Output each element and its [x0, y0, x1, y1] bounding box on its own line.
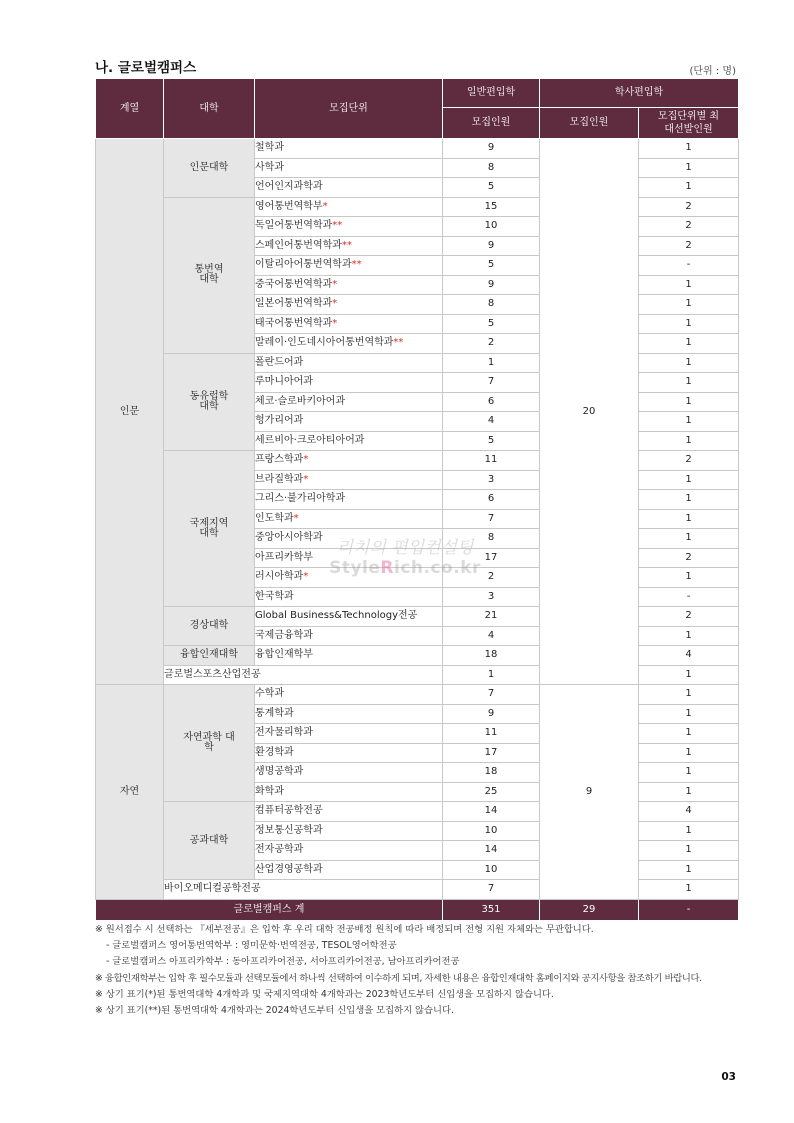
general-quota: 25 [443, 782, 540, 802]
unit-name: 사학과 [255, 161, 284, 173]
unit-name: 루마니아어과 [255, 376, 313, 388]
max-selection: 1 [639, 431, 739, 451]
general-quota: 11 [443, 451, 540, 471]
unit-name: 영어통번역학부 [255, 200, 323, 212]
college-engineering: 공과대학 [164, 802, 255, 880]
college-eastern-europe: 동유럽학 대학 [164, 353, 255, 451]
max-selection: 2 [639, 548, 739, 568]
table-row [96, 353, 739, 373]
footnote: ※ 융합인재학부는 입학 후 필수모듈과 선택모듈에서 하나씩 선택하여 이수하게 되며, 자세한 내용은 융합인재대학 홈페이지와 공지사항을 참조하기 바랍니다. [95, 972, 702, 984]
header-bachelor-quota: 모집인원 [540, 108, 639, 139]
unit-name: 일본어통번역학과 [255, 298, 333, 310]
unit-name: 수학과 [255, 688, 284, 700]
table-row [96, 451, 739, 471]
table-row [96, 607, 739, 627]
header-general-transfer: 일반편입학 [443, 79, 540, 108]
college-interpretation: 통번역 대학 [164, 197, 255, 353]
unit-name: 이탈리아어통번역학과 [255, 259, 352, 271]
table-row [96, 665, 739, 685]
unit-name: 프랑스학과 [255, 454, 304, 466]
header-bachelor-transfer: 학사편입학 [540, 79, 739, 108]
unit-name: Global Business&Technology전공 [255, 610, 418, 622]
table-row [96, 802, 739, 822]
max-selection: 4 [639, 646, 739, 666]
general-quota: 4 [443, 626, 540, 646]
general-quota: 5 [443, 256, 540, 276]
unit-name: 전자공학과 [255, 844, 304, 856]
unit-name: 철학과 [255, 142, 284, 154]
max-selection: 1 [639, 139, 739, 159]
unit-name: 체코·슬로바키아어과 [255, 395, 346, 407]
total-label: 글로벌캠퍼스 계 [96, 899, 443, 920]
total-bachelor: 29 [540, 899, 639, 920]
max-selection: 1 [639, 841, 739, 861]
unit-mark: ** [341, 239, 352, 251]
table-body [96, 139, 739, 900]
general-quota: 7 [443, 880, 540, 900]
general-quota: 15 [443, 197, 540, 217]
general-quota: 18 [443, 646, 540, 666]
max-selection: 2 [639, 236, 739, 256]
unit-name: 그리스·불가리아학과 [255, 493, 346, 505]
general-quota: 5 [443, 314, 540, 334]
max-selection: 1 [639, 626, 739, 646]
unit-name: 말레이·인도네시아어통번역학과 [255, 337, 394, 349]
unit-name: 화학과 [255, 785, 284, 797]
max-selection: - [639, 587, 739, 607]
total-max: - [639, 899, 739, 920]
footnotes [95, 922, 755, 1019]
unit-mark: * [332, 298, 338, 310]
general-quota: 4 [443, 412, 540, 432]
biomedical-major: 바이오메디컬공학전공 [164, 880, 443, 900]
unit-name: 러시아학과 [255, 571, 304, 583]
general-quota: 6 [443, 392, 540, 412]
watermark-text: 리치의 편입컨설팅 [336, 538, 474, 558]
max-selection: 1 [639, 392, 739, 412]
general-quota: 9 [443, 139, 540, 159]
max-selection: 1 [639, 314, 739, 334]
max-selection: 2 [639, 197, 739, 217]
general-quota: 3 [443, 587, 540, 607]
unit-label: (단위 : 명) [689, 66, 736, 77]
watermark-brand: StyleRich.co.kr [329, 558, 481, 578]
college-business: 경상대학 [164, 607, 255, 646]
max-selection: 1 [639, 295, 739, 315]
unit-mark: * [293, 512, 299, 524]
max-selection: 1 [639, 334, 739, 354]
header-unit: 모집단위 [255, 79, 443, 139]
unit-name: 중앙아시아학과 [255, 532, 323, 544]
max-selection: 1 [639, 763, 739, 783]
max-selection: 2 [639, 607, 739, 627]
total-general: 351 [443, 899, 540, 920]
section-title: 나. 글로벌캠퍼스 [95, 60, 197, 76]
general-quota: 1 [443, 353, 540, 373]
max-selection: 1 [639, 685, 739, 705]
general-quota: 10 [443, 860, 540, 880]
general-quota: 21 [443, 607, 540, 627]
max-selection: 1 [639, 373, 739, 393]
max-selection: 1 [639, 743, 739, 763]
max-selection: 1 [639, 158, 739, 178]
category-humanities: 인문 [96, 139, 164, 685]
general-quota: 1 [443, 665, 540, 685]
global-sports-major: 글로벌스포츠산업전공 [164, 665, 443, 685]
unit-name: 아프리카학부 [255, 551, 313, 563]
max-selection: 1 [639, 490, 739, 510]
unit-name: 통계학과 [255, 707, 294, 719]
footnote: - 글로벌캠퍼스 영어통번역학부 : 영미문학·번역전공, TESOL영어학전공 [106, 940, 397, 952]
unit-name: 한국학과 [255, 590, 294, 602]
unit-name: 전자물리학과 [255, 727, 313, 739]
max-selection: 4 [639, 802, 739, 822]
footnote: - 글로벌캠퍼스 아프리카학부 : 동아프리카어전공, 서아프리카어전공, 남아프리카어전공 [106, 956, 460, 968]
header-general-quota: 모집인원 [443, 108, 540, 139]
college-international-area: 국제지역 대학 [164, 451, 255, 607]
unit-name: 스페인어통번역학과 [255, 239, 342, 251]
max-selection: 1 [639, 470, 739, 490]
bachelor-quota-natural: 9 [540, 685, 639, 900]
unit-name: 국제금융학과 [255, 629, 313, 641]
table-row [96, 685, 739, 705]
general-quota: 18 [443, 763, 540, 783]
unit-name: 컴퓨터공학전공 [255, 805, 323, 817]
general-quota: 10 [443, 821, 540, 841]
general-quota: 7 [443, 373, 540, 393]
category-natural: 자연 [96, 685, 164, 900]
unit-mark: * [322, 200, 328, 212]
max-selection: 1 [639, 529, 739, 549]
max-selection: 1 [639, 704, 739, 724]
admission-table [95, 78, 739, 921]
unit-mark: ** [351, 259, 362, 271]
header-max-selection: 모집단위별 최대선발인원 [639, 108, 739, 139]
max-selection: 2 [639, 217, 739, 237]
max-selection: 1 [639, 724, 739, 744]
general-quota: 7 [443, 509, 540, 529]
general-quota: 9 [443, 236, 540, 256]
unit-mark: ** [393, 337, 404, 349]
table-row [96, 880, 739, 900]
unit-name: 생명공학과 [255, 766, 304, 778]
unit-name: 태국어통번역학과 [255, 317, 333, 329]
college-natural-science: 자연과학 대학 [164, 685, 255, 802]
general-quota: 9 [443, 704, 540, 724]
table-row [96, 646, 739, 666]
general-quota: 10 [443, 217, 540, 237]
unit-mark: * [303, 454, 309, 466]
college-humanities: 인문대학 [164, 139, 255, 198]
max-selection: 1 [639, 353, 739, 373]
unit-mark: * [332, 317, 338, 329]
general-quota: 8 [443, 295, 540, 315]
table-row [96, 139, 739, 159]
unit-mark: * [332, 278, 338, 290]
unit-name: 언어인지과학과 [255, 181, 323, 193]
unit-name: 인도학과 [255, 512, 294, 524]
max-selection: 1 [639, 568, 739, 588]
general-quota: 17 [443, 743, 540, 763]
max-selection: 1 [639, 880, 739, 900]
general-quota: 17 [443, 548, 540, 568]
bachelor-quota-humanities: 20 [540, 139, 639, 685]
unit-name: 폴란드어과 [255, 356, 304, 368]
max-selection: 1 [639, 275, 739, 295]
unit-name: 독일어통번역학과 [255, 220, 333, 232]
unit-name: 환경학과 [255, 746, 294, 758]
footnote: ※ 상기 표기(**)된 통번역대학 4개학과는 2024학년도부터 신입생을 모집하지 않습니다. [95, 1005, 454, 1017]
unit-name: 중국어통번역학과 [255, 278, 333, 290]
header-college: 대학 [164, 79, 255, 139]
max-selection: 1 [639, 860, 739, 880]
table-row [96, 197, 739, 217]
unit-name: 융합인재학부 [255, 649, 313, 661]
general-quota: 6 [443, 490, 540, 510]
max-selection: 1 [639, 178, 739, 198]
unit-name: 헝가리어과 [255, 415, 304, 427]
max-selection: 1 [639, 412, 739, 432]
general-quota: 14 [443, 802, 540, 822]
unit-name: 세르비아·크로아티아어과 [255, 434, 365, 446]
general-quota: 5 [443, 178, 540, 198]
unit-mark: ** [332, 220, 343, 232]
max-selection: 1 [639, 782, 739, 802]
general-quota: 2 [443, 568, 540, 588]
page-number: 03 [721, 1071, 736, 1083]
general-quota: 14 [443, 841, 540, 861]
general-quota: 11 [443, 724, 540, 744]
max-selection: 1 [639, 821, 739, 841]
unit-mark: * [303, 571, 309, 583]
general-quota: 2 [443, 334, 540, 354]
general-quota: 9 [443, 275, 540, 295]
general-quota: 8 [443, 158, 540, 178]
footnote: ※ 원서접수 시 선택하는 『세부전공』은 입학 후 우리 대학 전공배정 원칙에 따라 배정되며 전형 지원 자체와는 무관합니다. [95, 924, 594, 935]
footnote: ※ 상기 표기(*)된 통번역대학 4개학과 및 국제지역대학 4개학과는 2023학년도부터 신입생을 모집하지 않습니다. [95, 988, 554, 1000]
max-selection: - [639, 256, 739, 276]
unit-name: 브라질학과 [255, 473, 304, 485]
general-quota: 7 [443, 685, 540, 705]
header-category: 계열 [96, 79, 164, 139]
max-selection: 1 [639, 665, 739, 685]
unit-mark: * [303, 473, 309, 485]
unit-name: 정보통신공학과 [255, 824, 323, 836]
general-quota: 3 [443, 470, 540, 490]
general-quota: 8 [443, 529, 540, 549]
unit-name: 산업경영공학과 [255, 863, 323, 875]
max-selection: 2 [639, 451, 739, 471]
max-selection: 1 [639, 509, 739, 529]
general-quota: 5 [443, 431, 540, 451]
college-convergence: 융합인재대학 [164, 646, 255, 666]
